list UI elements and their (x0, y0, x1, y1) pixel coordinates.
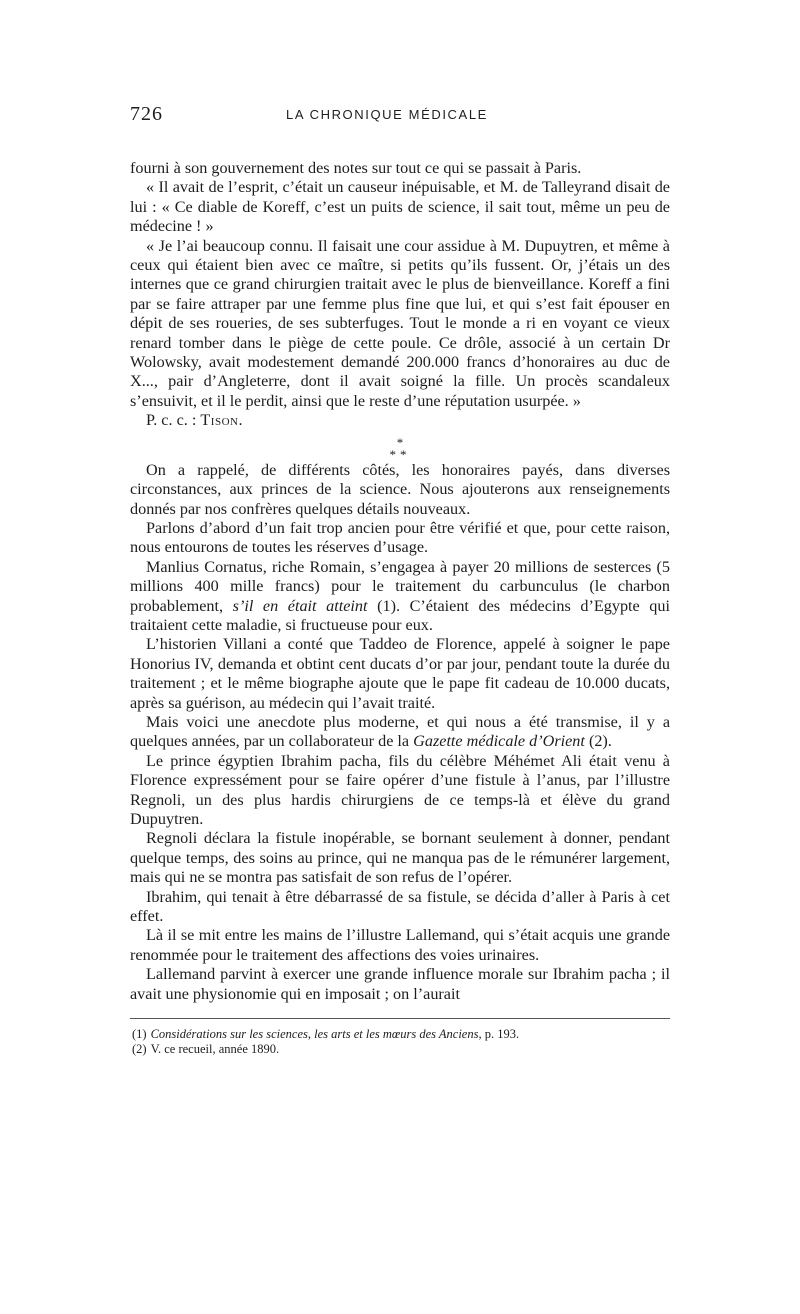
footnote (132, 1042, 670, 1057)
paragraph: L’historien Villani a conté que Taddeo de Florence, appelé à soigner le pape Honorius IV, demanda et obtint cent ducats d’or par jour, pendant toute la durée du traitement ; et le même biographe ajoute que le pape fit cadeau de 10.000 ducats, après sa guérison, au médecin qui l’avait traité. (130, 635, 670, 712)
book-page (130, 103, 670, 1057)
asterism-bottom: ** (389, 446, 411, 462)
italic-text: s’il en était atteint (232, 596, 368, 615)
paragraph: On a rappelé, de différents côtés, les honoraires payés, dans diverses circonstances, aux princes de la science. Nous ajouterons aux renseignements donnés par nos confrères quelques détails nouveaux. (130, 460, 670, 518)
footnote-number: (1) (132, 1027, 147, 1042)
paragraph: Là il se mit entre les mains de l’illustre Lallemand, qui s’était acquis une grande renommée pour le traitement des affections des voies urinaires. (130, 926, 670, 964)
text-run: (2). (584, 732, 612, 751)
asterism-top: * (396, 434, 404, 450)
text-run: Manlius Cornatus, riche Romain, s’engagea à payer 20 millions de sesterces (5 millions 400 mille francs) pour le traitement du carbunculus (le charbon probablement, (130, 557, 670, 615)
section-separator (130, 431, 670, 461)
paragraph: « Il avait de l’esprit, c’était un causeur inépuisable, et M. de Talleyrand disait de lui : « Ce diable de Koreff, c’est un puits de science, il sait tout, même un peu de médecine ! » (130, 178, 670, 236)
footnote-text: V. ce recueil, année 1890. (150, 1042, 280, 1057)
signature-name: Tison. (200, 411, 244, 430)
page-header (130, 103, 670, 137)
paragraph: Parlons d’abord d’un fait trop ancien pour être vérifié et que, pour cette raison, nous entourons de toutes les réserves d’usage. (130, 518, 670, 557)
footnote (132, 1027, 670, 1042)
text-run: Mais voici une anecdote plus moderne, et qui nous a été transmise, il y a quelques années, par un collaborateur de la (130, 712, 670, 751)
footnote-title: Considérations sur les sciences, les arts et les mœurs des Anciens (150, 1027, 479, 1042)
paragraph (130, 713, 670, 752)
paragraph: Ibrahim, qui tenait à être débarrassé de sa fistule, se décida d’aller à Paris à cet effet. (130, 887, 670, 926)
italic-text: Gazette médicale d’Orient (413, 732, 585, 751)
signature-line (130, 411, 670, 430)
main-text (130, 159, 670, 1004)
paragraph (130, 558, 670, 636)
paragraph: fourni à son gouvernement des notes sur tout ce qui se passait à Paris. (130, 159, 582, 177)
paragraph: Lallemand parvint à exercer une grande influence morale sur Ibrahim pacha ; il avait une physionomie qui en imposait ; on l’aurait (130, 965, 670, 1003)
page-number: 726 (130, 103, 163, 125)
paragraph: « Je l’ai beaucoup connu. Il faisait une cour assidue à M. Dupuytren, et même à ceux qui étaient bien avec ce maître, si petits qu’ils fussent. Or, j’étais un des internes que ce grand chirurgien traitait avec le plus de bienveillance. Koreff a fini par se faire attraper par une femme plus fine que lui, et qui s’est fait épouser en dépit de ses roueries, de ses subterfuges. Tout le monde a ri en voyant ce vieux renard tomber dans le piège de cette poule. Ce drôle, associé à un certain Dr Wolowsky, avait modestement demandé 200.000 francs d’honoraires au duc de X..., pair d’Angleterre, dont il avait soigné la fille. Un procès scandaleux s’ensuivit, et il le perdit, ainsi que le reste d’une réputation usurpée. » (130, 236, 670, 410)
footnote-tail: , p. 193. (478, 1027, 520, 1042)
text-run: (1). C’étaient des médecins d’Egypte qui traitaient cette maladie, si fructueuse pour eux. (130, 596, 670, 634)
paragraph: Le prince égyptien Ibrahim pacha, fils du célèbre Méhémet Ali était venu à Florence expressément pour se faire opérer d’une fistule à l’anus, par l’illustre Regnoli, un des plus hardis chirurgiens de ce temps-là et élève du grand Dupuytren. (130, 751, 670, 828)
paragraph: Regnoli déclara la fistule inopérable, se bornant seulement à donner, pendant quelque temps, des soins au prince, qui ne manqua pas de le rémunérer largement, mais qui ne se montra pas satisfait de son refus de l’opérer. (130, 829, 670, 887)
signature-prefix: P. c. c. : (146, 411, 201, 430)
footnote-number: (2) (132, 1042, 147, 1057)
footnotes (130, 1018, 670, 1057)
running-head: LA CHRONIQUE MÉDICALE (286, 107, 488, 122)
